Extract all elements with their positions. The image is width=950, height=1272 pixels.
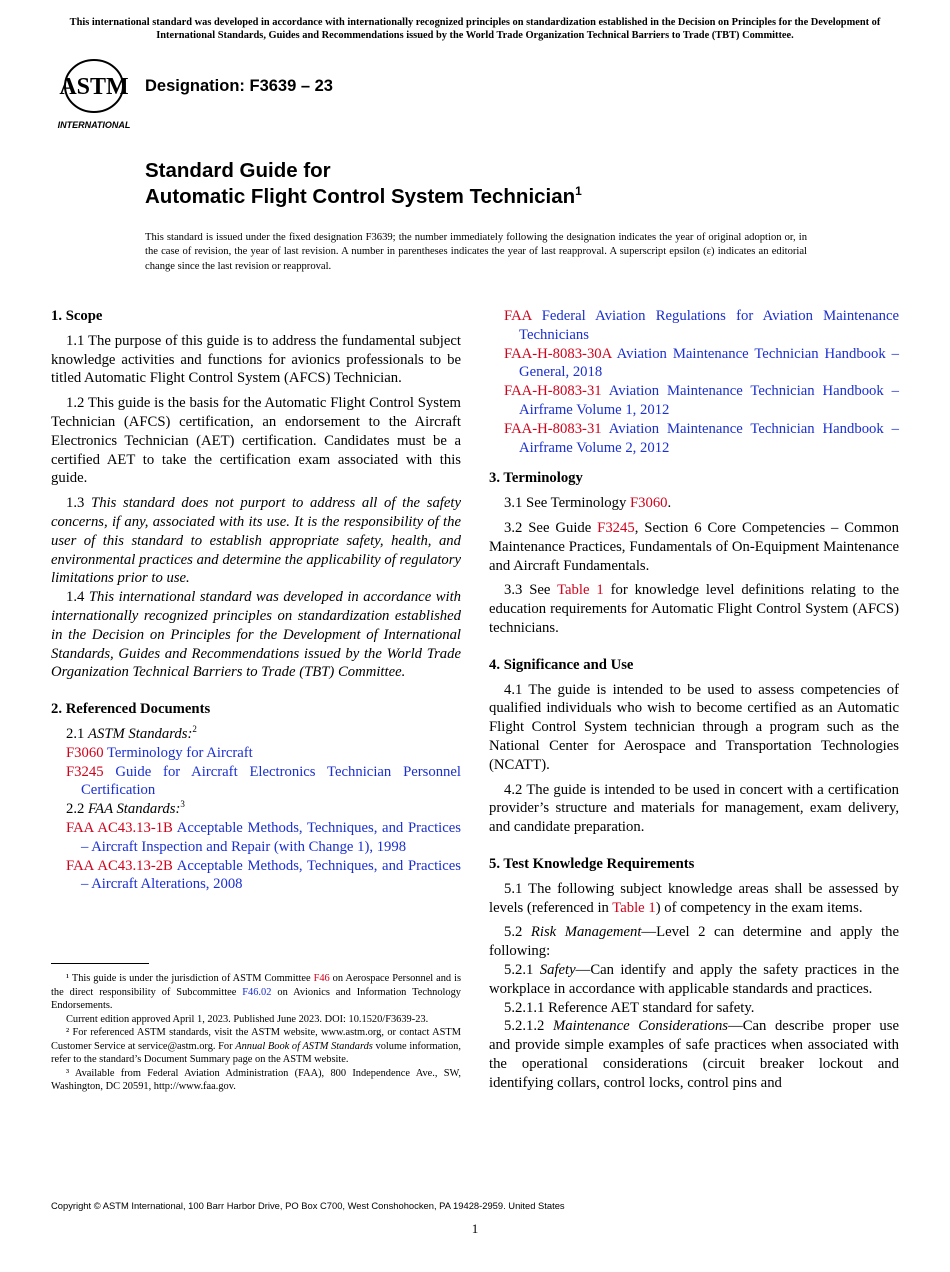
paragraph-2-1: 2.1 ASTM Standards:$^2$ bbox=[66, 724, 197, 742]
paragraph-4-1: 4.1 The guide is intended to be used to assess competencies of qualified individuals who wish to become certified as an Automatic Flight Control System technician through a program such as the National Center for Aerospace and Transportation Technologies (NCATT). bbox=[489, 681, 899, 773]
paragraph-5-2: 5.2 Risk Management—Level 2 can determine and apply the following: bbox=[489, 924, 900, 960]
link-f46-02[interactable]: F46.02 bbox=[242, 986, 272, 998]
paragraph-5-1: 5.1 The following subject knowledge areas shall be assessed by levels (referenced in Table 1) of competency in the exam items. bbox=[489, 880, 899, 916]
top-notice: This international standard was developed in accordance with internationally recognized principles on standardization established in the Decision on Principles for the Development of International Standards, Guides and Recommendations issued by the World Trade Organization Technical Barriers to Trade (TBT) Committee. bbox=[69, 17, 881, 41]
footnote-edition: Current edition approved April 1, 2023. Published June 2023. DOI: 10.1520/F3639-23. bbox=[66, 1013, 429, 1025]
ref-item[interactable]: FAA AC43.13-2B Acceptable Methods, Techniques, and Practices – Aircraft Alterations, 2008 bbox=[66, 857, 461, 893]
paragraph-5-2-1-2: 5.2.1.2 Maintenance Considerations—Can describe proper use and provide simple examples of safe practices when associated with the operational considerations (circuit breaker lockout and identifying collars, control locks, control pins and bbox=[489, 1018, 899, 1091]
paragraph-3-3: 3.3 See Table 1 for knowledge level definitions relating to the education requirements for Automatic Flight Control System (AFCS) technicians. bbox=[489, 582, 899, 636]
link-table-1[interactable]: Table 1 bbox=[612, 899, 656, 916]
paragraph-1-4: 1.4 This international standard was developed in accordance with internationally recognized principles on standardization established in the Decision on Principles for the Development of International Standards, Guides and Recommendations issued by the World Trade Organization Technical Barriers to Trade (TBT) Committee. bbox=[51, 589, 461, 681]
link-f3245[interactable]: F3245 bbox=[597, 519, 635, 536]
paragraph-5-2-1-1: 5.2.1.1 Reference AET standard for safety. bbox=[504, 999, 755, 1016]
paragraph-1-2: 1.2 This guide is the basis for the Automatic Flight Control System Technician (AFCS) certification, an endorsement to the Aircraft Electronics Technician (AET) certification. Candidates must be a certified AET to take the certification exam associated with this guide. bbox=[51, 395, 461, 487]
footnote-2: ² For referenced ASTM standards, visit the ASTM website, www.astm.org, or contact ASTM Customer Service at service@astm.org. For Annual Book of ASTM Standards volume information, refer to the standard’s Document Summary page on the ASTM website. bbox=[51, 1027, 461, 1065]
copyright: Copyright © ASTM International, 100 Barr Harbor Drive, PO Box C700, West Conshohocken, PA 19428-2959. United States bbox=[51, 1200, 565, 1211]
ref-item[interactable]: F3245 Guide for Aircraft Electronics Technician Personnel Certification bbox=[66, 763, 461, 799]
paragraph-3-1: 3.1 See Terminology F3060. bbox=[504, 495, 672, 512]
designation: Designation: F3639 – 23 bbox=[145, 77, 333, 95]
astm-logo bbox=[54, 56, 134, 132]
ref-item[interactable]: FAA AC43.13-1B Acceptable Methods, Techniques, and Practices – Aircraft Inspection and Repair (with Change 1), 1998 bbox=[66, 819, 461, 855]
intro-paragraph: This standard is issued under the fixed designation F3639; the number immediately following the designation indicates the year of original adoption or, in the case of revision, the year of last revision. A number in parentheses indicates the year of last reapproval. A superscript epsilon (ε) indicates an editorial change since the last revision or reapproval. bbox=[145, 232, 807, 272]
link-f3060[interactable]: F3060 bbox=[629, 495, 668, 512]
ref-item[interactable]: FAA-H-8083-31 Aviation Maintenance Technician Handbook – Airframe Volume 2, 2012 bbox=[504, 420, 899, 456]
paragraph-4-2: 4.2 The guide is intended to be used in concert with a certification provider’s structure and materials for management, exam delivery, and candidate preparation. bbox=[489, 781, 899, 836]
section-2-heading: 2. Referenced Documents bbox=[51, 701, 211, 718]
paragraph-3-2: 3.2 See Guide F3245, Section 6 Core Competencies – Common Maintenance Practices, Fundamentals of On-Equipment Maintenance and Aircraft Fundamentals. bbox=[489, 519, 899, 574]
title-footnote-mark[interactable]: 1 bbox=[575, 184, 582, 199]
title-line-2: Automatic Flight Control System Technician$^1$ bbox=[145, 184, 582, 208]
footnotes bbox=[51, 972, 461, 1094]
ref-item[interactable]: F3060 Terminology for Aircraft bbox=[66, 744, 253, 761]
paragraph-1-1: 1.1 The purpose of this guide is to address the fundamental subject knowledge activities and functions for avionics professionals to be titled Automatic Flight Control System (AFCS) Technician. bbox=[51, 332, 461, 387]
link-f46[interactable]: F46 bbox=[313, 973, 330, 984]
link-table-1[interactable]: Table 1 bbox=[557, 582, 604, 599]
section-3-heading: 3. Terminology bbox=[489, 470, 583, 487]
section-5-heading: 5. Test Knowledge Requirements bbox=[489, 855, 695, 872]
footnote-1: ¹ This guide is under the jurisdiction of ASTM Committee F46 on Aerospace Personnel and is the direct responsibility of Subcommittee F46.02 on Avionics and Information Technology Endorsements. bbox=[51, 973, 462, 1011]
left-column bbox=[51, 307, 461, 894]
ref-item[interactable]: FAA-H-8083-30A Aviation Maintenance Technician Handbook – General, 2018 bbox=[504, 345, 899, 381]
ref-item[interactable]: FAA-H-8083-31 Aviation Maintenance Technician Handbook – Airframe Volume 1, 2012 bbox=[504, 383, 899, 418]
footnote-divider bbox=[51, 963, 149, 964]
document-title bbox=[145, 158, 582, 210]
page-number: 1 bbox=[471, 1221, 479, 1236]
svg-text:INTERNATIONAL: INTERNATIONAL bbox=[57, 120, 131, 130]
ref-item[interactable]: FAA Federal Aviation Regulations for Aviation Maintenance Technicians bbox=[504, 308, 900, 343]
section-4-heading: 4. Significance and Use bbox=[489, 656, 634, 673]
title-line-1: Standard Guide for bbox=[145, 159, 331, 182]
paragraph-2-2: 2.2 FAA Standards:$^3$ bbox=[66, 799, 185, 818]
svg-text:ASTM: ASTM bbox=[59, 74, 129, 100]
paragraph-1-3: 1.3 This standard does not purport to address all of the safety concerns, if any, associated with its use. It is the responsibility of the user of this standard to establish appropriate safety, health, and environmental practices and determine the applicability of regulatory limitations prior to use. bbox=[51, 495, 462, 587]
section-1-heading: 1. Scope bbox=[51, 308, 103, 324]
footnote-3: ³ Available from Federal Aviation Administration (FAA), 800 Independence Ave., SW, Washington, DC 20591, http://www.faa.gov. bbox=[51, 1067, 461, 1092]
right-column bbox=[489, 307, 899, 1092]
astm-logo-icon bbox=[54, 56, 134, 132]
paragraph-5-2-1: 5.2.1 Safety—Can identify and apply the safety practices in the workplace in accordance with applicable standards and practices. bbox=[489, 961, 900, 997]
